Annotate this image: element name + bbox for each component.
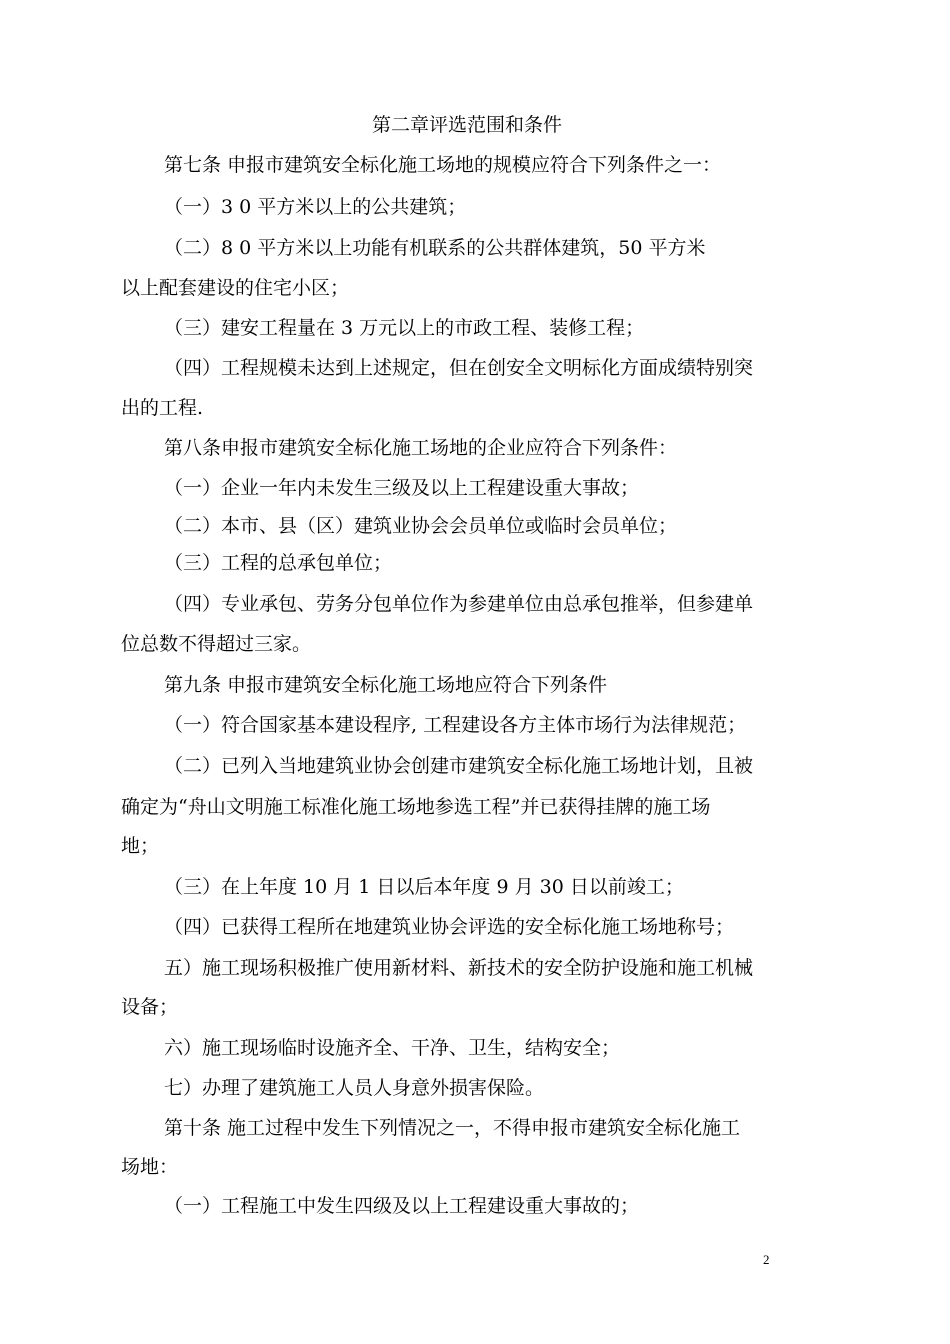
article-9-item-2: （二）已列入当地建筑业协会创建市建筑安全标化施工场地计划，且被 (164, 755, 754, 777)
article-7-item-4-cont: 出的工程. (121, 397, 204, 419)
article-10-heading: 第十条 施工过程中发生下列情况之一，不得申报市建筑安全标化施工 (164, 1117, 741, 1139)
article-8-heading: 第八条申报市建筑安全标化施工场地的企业应符合下列条件： (164, 437, 678, 459)
article-9-heading: 第九条 申报市建筑安全标化施工场地应符合下列条件 (164, 674, 608, 696)
article-8-item-4-cont: 位总数不得超过三家。 (121, 633, 312, 655)
article-8-item-4: （四）专业承包、劳务分包单位作为参建单位由总承包推举，但参建单 (164, 593, 754, 615)
chapter-title: 第二章评选范围和条件 (372, 114, 563, 136)
article-9-item-7: 七）办理了建筑施工人员人身意外损害保险。 (164, 1077, 545, 1099)
article-9-item-5-cont: 设备； (121, 996, 179, 1018)
article-9-item-6: 六）施工现场临时设施齐全、干净、卫生，结构安全； (164, 1037, 621, 1059)
article-9-item-2-cont: 确定为“舟山文明施工标准化施工场地参选工程”并已获得挂牌的施工场 (121, 796, 711, 818)
article-7-item-1: （一）3 0 平方米以上的公共建筑； (164, 196, 467, 218)
article-7-heading: 第七条 申报市建筑安全标化施工场地的规模应符合下列条件之一： (164, 154, 722, 176)
article-8-item-1: （一）企业一年内未发生三级及以上工程建设重大事故； (164, 477, 640, 499)
article-9-item-1: （一）符合国家基本建设程序, 工程建设各方主体市场行为法律规范； (164, 714, 747, 736)
article-7-item-2-cont: 以上配套建设的住宅小区； (121, 277, 350, 299)
article-9-item-2-end: 地； (121, 835, 160, 857)
article-9-item-5: 五）施工现场积极推广使用新材料、新技术的安全防护设施和施工机械 (164, 957, 754, 979)
article-10-item-1: （一）工程施工中发生四级及以上工程建设重大事故的； (164, 1195, 640, 1217)
article-9-item-3: （三）在上年度 10 月 1 日以后本年度 9 月 30 日以前竣工； (164, 876, 684, 898)
article-7-item-4: （四）工程规模未达到上述规定，但在创安全文明标化方面成绩特别突 (164, 357, 754, 379)
article-7-item-2: （二）8 0 平方米以上功能有机联系的公共群体建筑，50 平方米 (164, 237, 706, 259)
page-number: 2 (763, 1252, 770, 1267)
article-10-heading-cont: 场地： (121, 1156, 179, 1178)
article-7-item-3: （三）建安工程量在 3 万元以上的市政工程、装修工程； (164, 317, 645, 339)
article-9-item-4: （四）已获得工程所在地建筑业协会评选的安全标化施工场地称号； (164, 916, 735, 938)
article-8-item-3: （三）工程的总承包单位； (164, 552, 393, 574)
article-8-item-2: （二）本市、县（区）建筑业协会会员单位或临时会员单位； (164, 515, 678, 537)
